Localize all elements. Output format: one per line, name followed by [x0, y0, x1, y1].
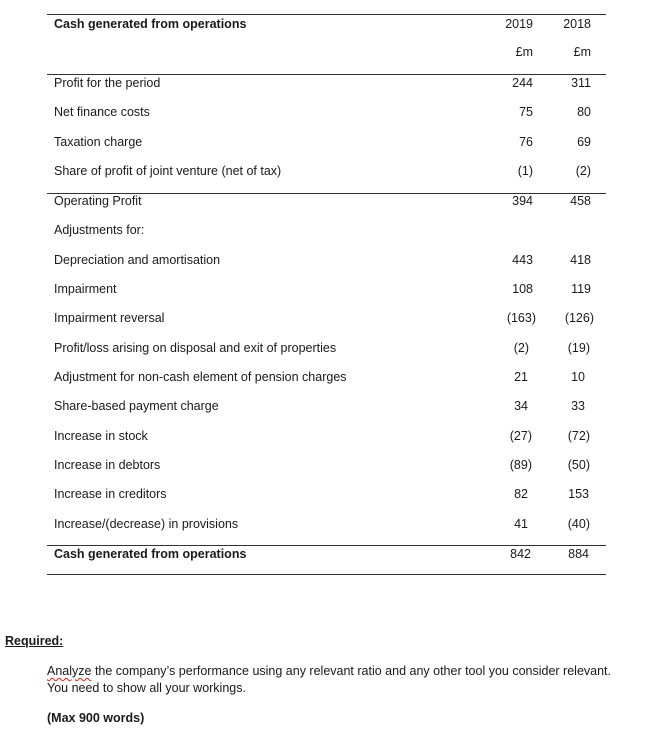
required-instruction-line-1	[47, 664, 647, 678]
row-label: Depreciation and amortisation	[54, 253, 221, 267]
table-row	[47, 517, 606, 539]
spellcheck-flagged-word: Analyze	[47, 664, 92, 678]
row-value-2018: 153	[568, 487, 589, 501]
row-value-2019: 41	[514, 517, 528, 531]
row-label: Net finance costs	[54, 105, 150, 119]
total-top-rule	[47, 545, 606, 546]
row-value-2019: (163)	[506, 311, 536, 325]
table-row-adjustments-heading	[47, 223, 606, 245]
row-value-2018: (72)	[567, 429, 590, 443]
row-value-2019: (89)	[509, 458, 532, 472]
table-total-row	[47, 547, 606, 569]
table-title: Cash generated from operations	[54, 17, 247, 31]
table-row	[47, 429, 606, 451]
row-label: Adjustments for:	[54, 223, 145, 237]
row-value-2018: 69	[577, 135, 591, 149]
table-units-row	[47, 45, 606, 67]
total-label: Cash generated from operations	[54, 547, 247, 561]
table-row	[47, 399, 606, 421]
row-label: Taxation charge	[54, 135, 143, 149]
table-row	[47, 76, 606, 98]
required-instruction-line-2: You need to show all your workings.	[47, 681, 246, 695]
table-header-row	[47, 17, 606, 39]
table-row	[47, 311, 606, 333]
row-value-2019: 82	[514, 487, 528, 501]
row-label: Adjustment for non-cash element of pension charges	[54, 370, 347, 384]
column-2018-unit: £m	[573, 45, 591, 59]
total-value-2018: 884	[568, 547, 589, 561]
row-value-2018: 10	[571, 370, 585, 384]
row-label: Increase/(decrease) in provisions	[54, 517, 239, 531]
row-value-2019: (27)	[509, 429, 532, 443]
table-row	[47, 253, 606, 275]
table-row	[47, 341, 606, 363]
row-value-2018: 418	[570, 253, 591, 267]
row-value-2019: 75	[519, 105, 533, 119]
row-value-2018: (126)	[564, 311, 594, 325]
row-value-2018: 119	[571, 282, 591, 296]
row-value-2019: (1)	[517, 164, 533, 178]
row-label: Increase in stock	[54, 429, 148, 443]
row-label: Impairment	[54, 282, 117, 296]
row-label: Share-based payment charge	[54, 399, 219, 413]
row-value-2018: 80	[577, 105, 591, 119]
table-row	[47, 105, 606, 127]
table-top-rule	[47, 14, 606, 15]
table-row	[47, 458, 606, 480]
row-label: Operating Profit	[54, 194, 142, 208]
row-label: Profit for the period	[54, 76, 161, 90]
header-bottom-rule	[47, 74, 606, 75]
table-row	[47, 164, 606, 186]
required-heading: Required:	[5, 634, 64, 648]
row-value-2018: (40)	[567, 517, 590, 531]
row-value-2019: (2)	[513, 341, 529, 355]
row-value-2019: 443	[512, 253, 533, 267]
row-value-2018: 311	[571, 76, 591, 90]
row-value-2018: 458	[570, 194, 591, 208]
row-value-2019: 76	[519, 135, 533, 149]
table-row-operating-profit	[47, 194, 606, 216]
table-row	[47, 282, 606, 304]
row-label: Impairment reversal	[54, 311, 165, 325]
column-2019-header: 2019	[505, 17, 533, 31]
row-value-2019: 108	[512, 282, 533, 296]
table-row	[47, 487, 606, 509]
row-label: Profit/loss arising on disposal and exit of properties	[54, 341, 337, 355]
row-value-2019: 21	[514, 370, 528, 384]
total-value-2019: 842	[510, 547, 531, 561]
row-value-2018: 33	[571, 399, 585, 413]
row-value-2018: (2)	[575, 164, 591, 178]
table-row	[47, 135, 606, 157]
column-2019-unit: £m	[515, 45, 533, 59]
row-value-2019: 34	[514, 399, 528, 413]
row-value-2018: (50)	[567, 458, 590, 472]
row-value-2018: (19)	[567, 341, 590, 355]
table-row	[47, 370, 606, 392]
row-value-2019: 244	[512, 76, 533, 90]
row-label: Increase in debtors	[54, 458, 161, 472]
word-limit: (Max 900 words)	[47, 711, 145, 725]
column-2018-header: 2018	[563, 17, 591, 31]
row-value-2019: 394	[512, 194, 533, 208]
row-label: Share of profit of joint venture (net of tax)	[54, 164, 282, 178]
row-label: Increase in creditors	[54, 487, 167, 501]
instruction-text: the company’s performance using any relevant ratio and any other tool you consider relevant.	[91, 664, 611, 678]
total-bottom-rule	[47, 574, 606, 575]
